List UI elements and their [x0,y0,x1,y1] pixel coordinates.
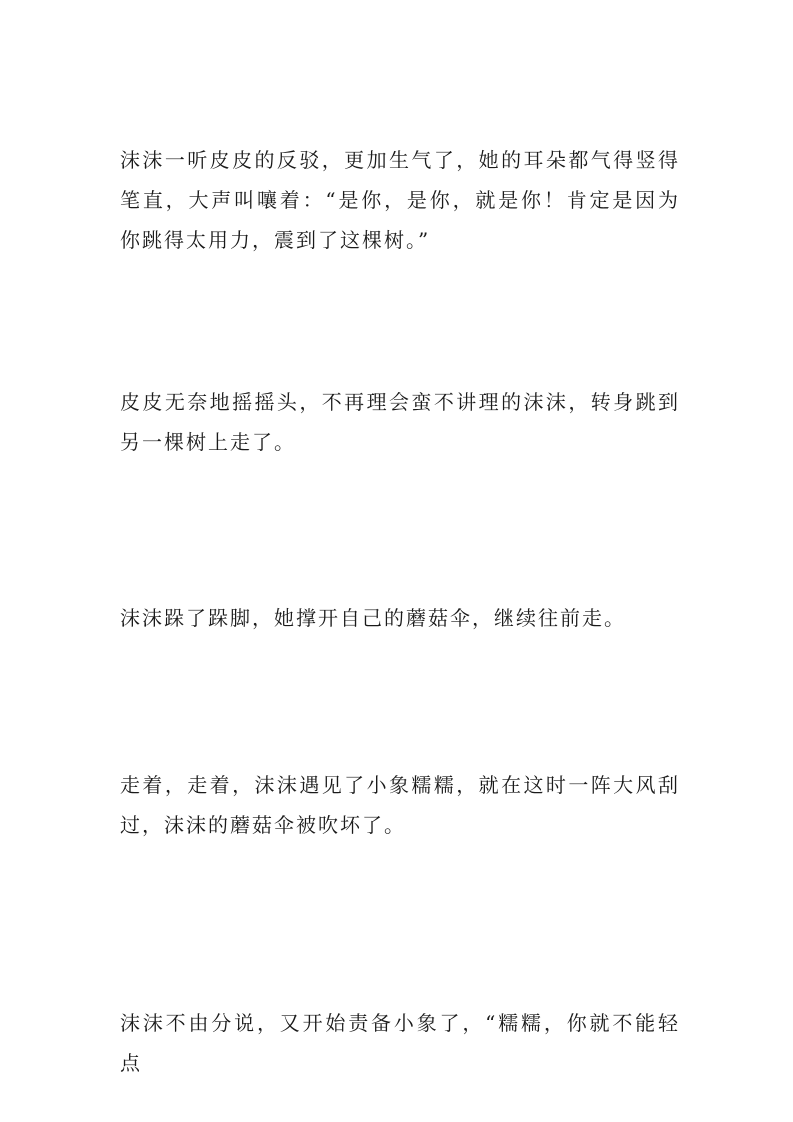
paragraph-3: 沫沫跺了跺脚，她撑开自己的蘑菇伞，继续往前走。 [120,606,626,630]
paragraph-4: 走着，走着，沫沫遇见了小象糯糯，就在这时一阵大风刮过，沫沫的蘑菇伞被吹坏了。 [120,773,680,837]
paragraph-2: 皮皮无奈地摇摇头，不再理会蛮不讲理的沫沫，转身跳到另一棵树上走了。 [120,390,680,454]
paragraph-1: 沫沫一听皮皮的反驳，更加生气了，她的耳朵都气得竖得笔直，大声叫嚷着：“是你，是你，就是你！肯定是因为你跳得太用力，震到了这棵树。” [120,148,680,252]
paragraph-5: 沫沫不由分说，又开始责备小象了，“糯糯，你就不能轻点 [120,1011,680,1075]
